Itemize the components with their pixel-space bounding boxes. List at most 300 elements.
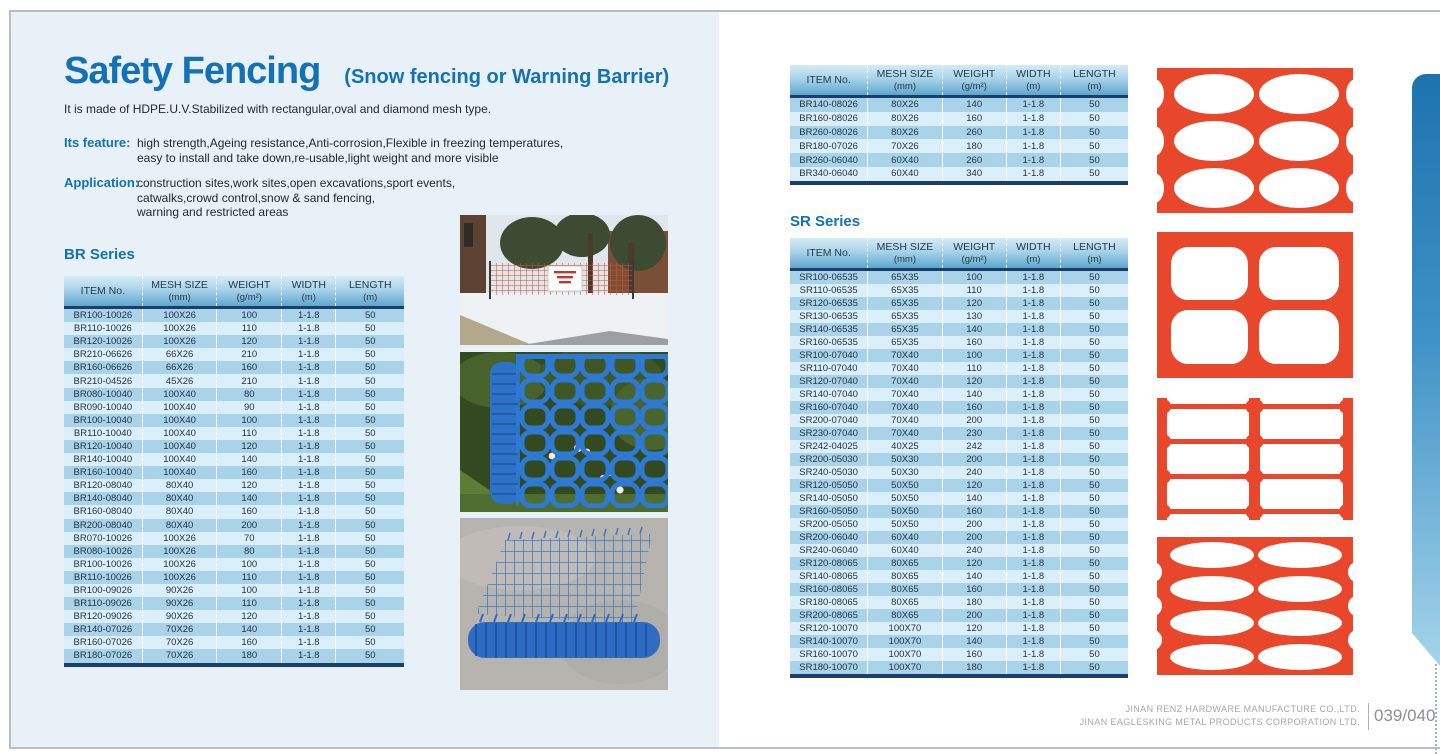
table-cell: 50X50	[868, 492, 942, 505]
table-cell: 60X40	[868, 167, 942, 183]
table-row	[790, 570, 1128, 583]
table-row	[790, 401, 1128, 414]
table-cell: 200	[942, 414, 1006, 427]
table-cell: 1-1.8	[1006, 153, 1060, 167]
page-border-bottom	[9, 747, 1440, 749]
table-cell: 1-1.8	[1006, 362, 1060, 375]
table-cell: 65X35	[868, 284, 942, 297]
table-cell: 1-1.8	[282, 388, 336, 401]
table-cell: 50	[336, 505, 404, 518]
table-cell: 50	[1060, 126, 1128, 140]
table-cell: SR140-05050	[799, 493, 858, 504]
table-cell: SR160-08065	[799, 584, 858, 595]
table-row	[790, 270, 1128, 285]
table-cell: BR160-08040	[73, 506, 133, 518]
table-cell: 50	[336, 453, 404, 466]
table-cell: SR180-10070	[799, 662, 858, 673]
table-cell: 50	[1060, 310, 1128, 323]
table-cell: 110	[217, 597, 282, 610]
table-row	[790, 518, 1128, 531]
table-cell: 65X35	[868, 270, 942, 285]
table-cell: 210	[217, 348, 282, 361]
table-cell: 50	[1060, 153, 1128, 167]
table-cell: 140	[942, 323, 1006, 336]
table-cell: 50	[1060, 505, 1128, 518]
table-cell: 100	[217, 308, 282, 323]
table-cell: 50	[1060, 479, 1128, 492]
table-cell: 1-1.8	[282, 519, 336, 532]
table-row	[790, 336, 1128, 349]
table-cell: 50	[336, 532, 404, 545]
table-cell: 200	[942, 453, 1006, 466]
table-cell: 50	[336, 597, 404, 610]
table-row	[64, 440, 404, 453]
table-cell: 50	[336, 479, 404, 492]
table-row	[790, 375, 1128, 388]
table-cell: 140	[217, 453, 282, 466]
photo-blue-mesh-fence	[460, 352, 668, 512]
table-cell: 65X35	[868, 297, 942, 310]
table-cell: SR180-08065	[799, 597, 858, 608]
table-cell: 50X30	[868, 466, 942, 479]
table-row	[64, 597, 404, 610]
table-cell: 50	[336, 322, 404, 335]
table-cell: 1-1.8	[282, 440, 336, 453]
table-cell: 1-1.8	[1006, 596, 1060, 609]
table-row	[64, 545, 404, 558]
sr-series-table-wrap	[790, 238, 1128, 678]
application-line: construction sites,work sites,open excavations,sport events,	[137, 176, 456, 190]
table-row	[64, 532, 404, 545]
table-cell: 50	[1060, 648, 1128, 661]
table-cell: 1-1.8	[282, 308, 336, 323]
table-cell: 160	[942, 401, 1006, 414]
table-cell: 70X26	[142, 649, 217, 664]
side-tab	[1412, 74, 1440, 666]
table-cell: 200	[942, 518, 1006, 531]
footer-company-line1: JINAN RENZ HARDWARE MANUFACTURE CO.,LTD.	[1125, 704, 1360, 714]
table-cell: 1-1.8	[1006, 427, 1060, 440]
table-cell: 50X50	[868, 479, 942, 492]
table-cell: 50	[336, 374, 404, 387]
column-header: ITEM No.	[790, 238, 868, 270]
table-cell: 50	[336, 308, 404, 323]
table-cell: 1-1.8	[1006, 270, 1060, 285]
table-cell: 50X50	[868, 518, 942, 531]
table-cell: SR110-06535	[799, 285, 858, 296]
table-cell: SR200-05050	[799, 519, 858, 530]
table-cell: 100X70	[868, 648, 942, 661]
table-cell: 50	[1060, 362, 1128, 375]
column-header: WEIGHT (g/m²)	[942, 238, 1006, 270]
table-cell: 100X40	[142, 388, 217, 401]
table-cell: 1-1.8	[1006, 167, 1060, 183]
table-cell: 140	[942, 492, 1006, 505]
table-cell: BR120-10026	[73, 336, 133, 348]
table-cell: BR200-08040	[73, 519, 133, 531]
table-cell: 50	[336, 348, 404, 361]
table-cell: 1-1.8	[282, 479, 336, 492]
table-cell: 1-1.8	[282, 597, 336, 610]
table-cell: 100X40	[142, 466, 217, 479]
table-cell: BR140-08026	[799, 99, 858, 111]
table-cell: BR180-07026	[799, 140, 858, 152]
table-row	[64, 623, 404, 636]
table-cell: 65X35	[868, 336, 942, 349]
table-cell: 100X26	[142, 558, 217, 571]
table-cell: SR200-08065	[799, 610, 858, 621]
table-row	[64, 479, 404, 492]
table-cell: 160	[217, 466, 282, 479]
table-row	[64, 374, 404, 387]
table-cell: 50	[336, 545, 404, 558]
table-cell: 1-1.8	[1006, 661, 1060, 676]
table-cell: 1-1.8	[1006, 570, 1060, 583]
table-cell: BR100-10040	[73, 414, 133, 426]
table-row	[790, 362, 1128, 375]
table-cell: 1-1.8	[1006, 635, 1060, 648]
table-cell: 50	[1060, 427, 1128, 440]
table-cell: BR110-10026	[73, 323, 132, 335]
column-header: MESH SIZE (mm)	[142, 276, 217, 308]
table-cell: 1-1.8	[282, 623, 336, 636]
table-cell: BR110-09026	[73, 598, 132, 610]
table-cell: 100X40	[142, 453, 217, 466]
table-cell: 65X35	[868, 310, 942, 323]
table-cell: 1-1.8	[282, 401, 336, 414]
table-cell: 100X26	[142, 532, 217, 545]
table-cell: 100	[942, 349, 1006, 362]
table-cell: 1-1.8	[1006, 297, 1060, 310]
table-row	[790, 427, 1128, 440]
sr-series-table	[790, 238, 1128, 678]
table-cell: 100X40	[142, 440, 217, 453]
table-cell: BR210-04526	[73, 375, 133, 387]
br-continued-table	[790, 65, 1128, 185]
page-title: Safety Fencing	[64, 50, 321, 92]
table-cell: 50	[1060, 557, 1128, 570]
column-header: WIDTH (m)	[282, 276, 336, 308]
table-row	[790, 609, 1128, 622]
table-cell: 240	[942, 544, 1006, 557]
table-row	[790, 310, 1128, 323]
column-header: LENGTH (m)	[1060, 238, 1128, 270]
table-cell: SR230-07040	[799, 428, 858, 439]
column-header: LENGTH (m)	[1060, 65, 1128, 97]
table-cell: 50	[336, 649, 404, 664]
table-cell: SR100-06535	[799, 272, 858, 283]
table-row	[64, 322, 404, 335]
table-cell: 100X70	[868, 635, 942, 648]
table-cell: SR130-06535	[799, 311, 858, 322]
table-cell: 100X70	[868, 622, 942, 635]
table-cell: 50	[1060, 167, 1128, 183]
table-cell: 100X26	[142, 308, 217, 323]
table-row	[64, 388, 404, 401]
table-row	[64, 453, 404, 466]
table-cell: 120	[942, 479, 1006, 492]
application-label: Application:	[64, 175, 140, 190]
table-cell: 60X40	[868, 153, 942, 167]
table-cell: 50	[336, 427, 404, 440]
table-cell: 100X26	[142, 545, 217, 558]
table-cell: BR160-10040	[73, 467, 133, 479]
table-cell: SR120-10070	[799, 623, 858, 634]
table-cell: 50	[1060, 401, 1128, 414]
table-cell: 110	[942, 362, 1006, 375]
table-cell: 140	[217, 492, 282, 505]
table-cell: 160	[942, 336, 1006, 349]
table-cell: 160	[217, 636, 282, 649]
table-cell: 50	[1060, 270, 1128, 285]
table-cell: 50	[1060, 349, 1128, 362]
table-cell: 1-1.8	[282, 374, 336, 387]
table-cell: 50	[1060, 544, 1128, 557]
sr-series-heading: SR Series	[790, 213, 861, 230]
table-cell: 242	[942, 440, 1006, 453]
table-cell: 70X40	[868, 362, 942, 375]
table-cell: 100X26	[142, 322, 217, 335]
table-cell: 100X70	[868, 661, 942, 676]
table-row	[64, 466, 404, 479]
table-cell: 1-1.8	[282, 558, 336, 571]
table-row	[790, 440, 1128, 453]
table-cell: 100	[217, 558, 282, 571]
table-cell: SR240-06040	[799, 545, 858, 556]
table-cell: SR140-06535	[799, 324, 858, 335]
table-cell: BR140-10040	[73, 454, 133, 466]
table-cell: 160	[942, 112, 1006, 126]
table-cell: 130	[942, 310, 1006, 323]
table-cell: BR180-07026	[73, 650, 133, 662]
table-cell: 80X40	[142, 492, 217, 505]
table-row	[790, 583, 1128, 596]
table-cell: 70X40	[868, 401, 942, 414]
table-cell: 1-1.8	[282, 335, 336, 348]
table-cell: 160	[942, 583, 1006, 596]
table-cell: 120	[942, 622, 1006, 635]
table-cell: 180	[217, 649, 282, 664]
table-cell: 1-1.8	[1006, 310, 1060, 323]
table-cell: BR110-10040	[73, 427, 132, 439]
header-row	[64, 276, 404, 308]
table-cell: 90	[217, 401, 282, 414]
table-cell: 66X26	[142, 361, 217, 374]
intro-text: It is made of HDPE.U.V.Stabilized with rectangular,oval and diamond mesh type.	[64, 102, 492, 116]
table-cell: 50	[336, 584, 404, 597]
feature-line: high strength,Ageing resistance,Anti-corrosion,Flexible in freezing temperatures,	[137, 136, 564, 150]
table-row	[790, 139, 1128, 153]
table-cell: 120	[942, 297, 1006, 310]
table-cell: 50	[1060, 518, 1128, 531]
table-cell: 80X65	[868, 570, 942, 583]
table-cell: 140	[942, 570, 1006, 583]
table-cell: 1-1.8	[1006, 544, 1060, 557]
table-cell: BR120-08040	[73, 480, 133, 492]
table-cell: BR260-06040	[799, 154, 858, 166]
header-title-row	[64, 50, 669, 93]
table-cell: 50	[1060, 583, 1128, 596]
column-header: WEIGHT (g/m²)	[942, 65, 1006, 97]
table-row	[790, 505, 1128, 518]
table-cell: SR200-07040	[799, 415, 858, 426]
table-cell: BR100-10026	[73, 558, 133, 570]
table-cell: SR120-05050	[799, 480, 858, 491]
mesh-swatch-narrow-oval	[1157, 537, 1353, 680]
br-series-table	[64, 276, 404, 667]
table-cell: 210	[217, 374, 282, 387]
table-cell: 180	[942, 139, 1006, 153]
table-cell: 80X40	[142, 479, 217, 492]
table-cell: 160	[217, 505, 282, 518]
table-row	[790, 167, 1128, 183]
table-cell: 240	[942, 466, 1006, 479]
table-cell: 140	[942, 388, 1006, 401]
table-cell: 50	[1060, 97, 1128, 112]
table-cell: 50	[1060, 531, 1128, 544]
table-cell: 1-1.8	[1006, 401, 1060, 414]
table-cell: 160	[942, 648, 1006, 661]
table-row	[64, 505, 404, 518]
table-cell: 66X26	[142, 348, 217, 361]
table-cell: 1-1.8	[282, 545, 336, 558]
table-cell: 50	[1060, 453, 1128, 466]
table-row	[64, 519, 404, 532]
table-row	[64, 401, 404, 414]
table-cell: 1-1.8	[1006, 112, 1060, 126]
table-cell: 1-1.8	[1006, 648, 1060, 661]
column-header: MESH SIZE (mm)	[868, 238, 942, 270]
table-cell: 50	[1060, 297, 1128, 310]
table-row	[64, 414, 404, 427]
table-cell: SR160-07040	[799, 402, 858, 413]
table-cell: 120	[217, 610, 282, 623]
table-cell: BR210-06626	[73, 349, 133, 361]
column-header: ITEM No.	[64, 276, 142, 308]
table-cell: 1-1.8	[1006, 139, 1060, 153]
application-line: catwalks,crowd control,snow & sand fencing,	[137, 190, 376, 205]
table-cell: BR070-10026	[73, 532, 133, 544]
table-cell: 1-1.8	[282, 571, 336, 584]
table-row	[64, 361, 404, 374]
column-header: WIDTH (m)	[1006, 65, 1060, 97]
table-cell: SR160-10070	[799, 649, 858, 660]
table-cell: 1-1.8	[1006, 466, 1060, 479]
table-row	[64, 571, 404, 584]
table-cell: 50	[336, 492, 404, 505]
table-cell: 80X65	[868, 557, 942, 570]
table-cell: SR200-05030	[799, 454, 858, 465]
table-cell: SR100-07040	[799, 350, 858, 361]
table-cell: 70X40	[868, 427, 942, 440]
table-cell: 1-1.8	[282, 361, 336, 374]
table-cell: 50	[1060, 388, 1128, 401]
table-cell: 50	[336, 636, 404, 649]
header-row	[790, 238, 1128, 270]
table-cell: 1-1.8	[282, 584, 336, 597]
table-cell: 1-1.8	[282, 649, 336, 664]
table-cell: 120	[217, 440, 282, 453]
table-cell: BR080-10026	[73, 545, 133, 557]
table-cell: 90X26	[142, 584, 217, 597]
table-cell: 50	[1060, 336, 1128, 349]
table-row	[790, 648, 1128, 661]
table-cell: 80X40	[142, 519, 217, 532]
table-cell: 1-1.8	[1006, 492, 1060, 505]
table-cell: 140	[942, 635, 1006, 648]
table-cell: 180	[942, 661, 1006, 676]
br-series-heading: BR Series	[64, 246, 135, 263]
table-row	[790, 466, 1128, 479]
table-cell: BR140-07026	[73, 624, 133, 636]
table-cell: BR140-08040	[73, 493, 133, 505]
table-cell: 80X65	[868, 583, 942, 596]
table-cell: 140	[942, 97, 1006, 112]
table-cell: 50	[1060, 284, 1128, 297]
table-cell: 50	[336, 401, 404, 414]
table-row	[64, 308, 404, 323]
table-cell: 100X26	[142, 571, 217, 584]
table-cell: 260	[942, 126, 1006, 140]
table-row	[790, 97, 1128, 112]
table-row	[64, 636, 404, 649]
table-row	[790, 414, 1128, 427]
table-cell: 1-1.8	[282, 466, 336, 479]
table-cell: 80X65	[868, 596, 942, 609]
feature-line: easy to install and take down,re-usable,light weight and more visible	[137, 150, 499, 165]
table-cell: 1-1.8	[1006, 336, 1060, 349]
table-cell: 80X40	[142, 505, 217, 518]
table-row	[790, 153, 1128, 167]
column-header: WIDTH (m)	[1006, 238, 1060, 270]
table-cell: 70X40	[868, 388, 942, 401]
table-cell: 50	[1060, 492, 1128, 505]
table-cell: 180	[942, 596, 1006, 609]
table-cell: 110	[217, 427, 282, 440]
table-cell: 1-1.8	[1006, 609, 1060, 622]
application-line: warning and restricted areas	[137, 205, 289, 219]
table-row	[790, 479, 1128, 492]
table-row	[790, 349, 1128, 362]
table-cell: 100X40	[142, 401, 217, 414]
table-cell: 70X26	[142, 636, 217, 649]
table-cell: 1-1.8	[282, 636, 336, 649]
table-cell: 200	[942, 609, 1006, 622]
table-cell: BR100-10026	[73, 310, 133, 322]
table-cell: 1-1.8	[282, 414, 336, 427]
table-cell: 50	[1060, 466, 1128, 479]
table-cell: 1-1.8	[1006, 453, 1060, 466]
table-cell: 1-1.8	[1006, 557, 1060, 570]
table-row	[64, 649, 404, 664]
table-cell: 70X40	[868, 349, 942, 362]
table-cell: 50	[1060, 622, 1128, 635]
table-row	[790, 323, 1128, 336]
table-cell: SR160-06535	[799, 337, 858, 348]
table-cell: 50	[336, 414, 404, 427]
table-cell: 50	[336, 388, 404, 401]
table-cell: 110	[217, 571, 282, 584]
table-row	[790, 544, 1128, 557]
table-cell: 1-1.8	[1006, 479, 1060, 492]
mesh-swatch-thin-strand	[1157, 398, 1353, 525]
table-row	[64, 610, 404, 623]
photo-blue-mesh-roll	[460, 518, 668, 690]
column-header: LENGTH (m)	[336, 276, 404, 308]
table-cell: 100	[217, 414, 282, 427]
table-cell: BR340-06040	[799, 168, 858, 180]
table-cell: 60X40	[868, 531, 942, 544]
